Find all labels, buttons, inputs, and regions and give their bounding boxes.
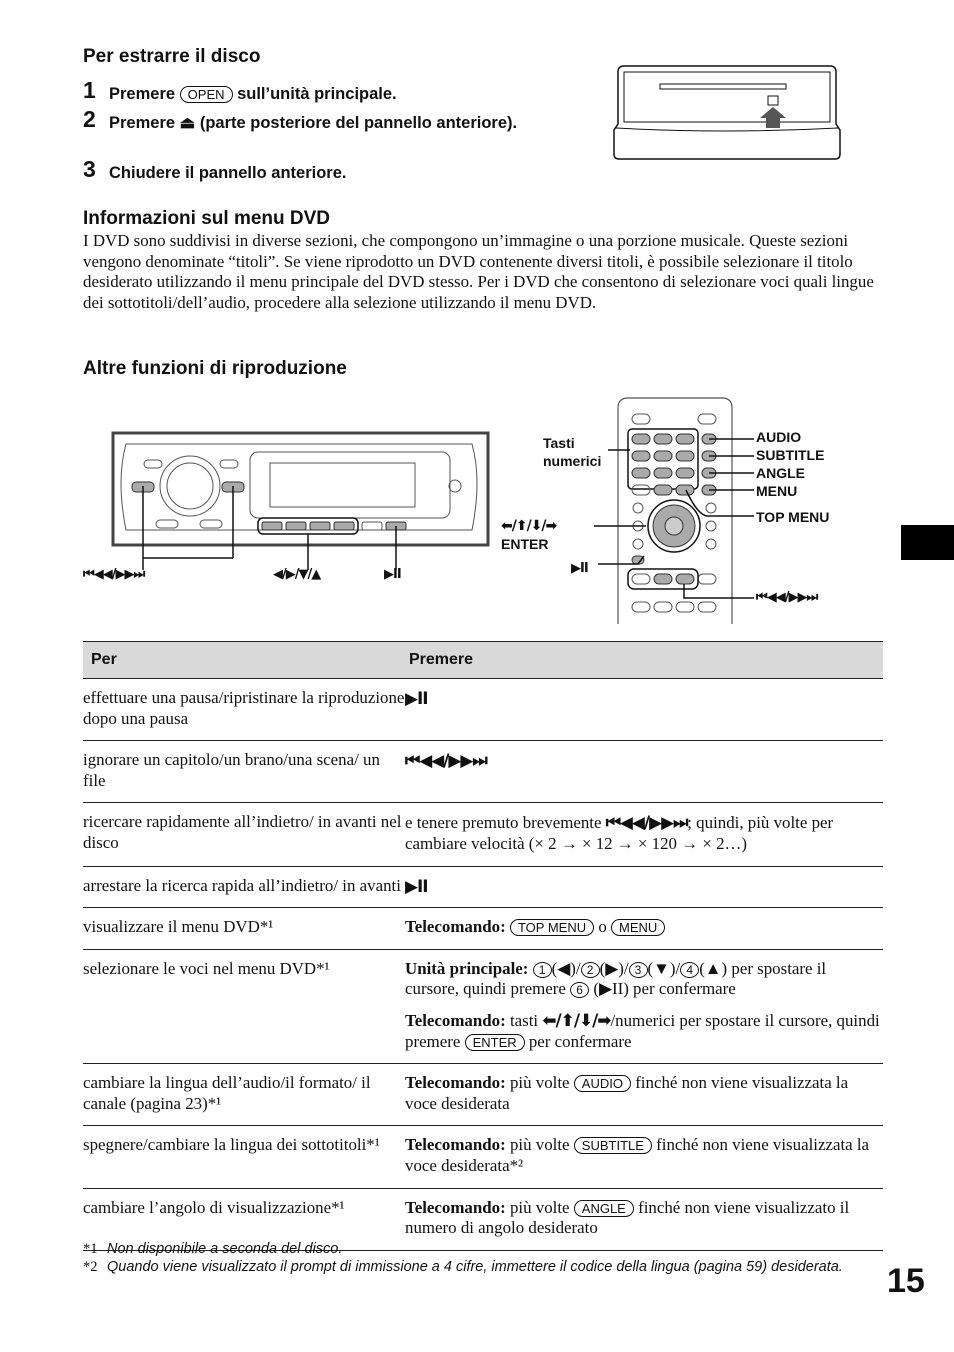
front-panel-eject-illustration: [610, 62, 845, 164]
cell-text: finché non viene visualizzata la voce desiderata*²: [405, 1135, 870, 1175]
enter-button-glyph: ENTER: [465, 1034, 525, 1051]
cell-per: cambiare l’angolo di visualizzazione*¹: [83, 1188, 405, 1250]
cell-text: (◀)/: [551, 958, 581, 978]
arrows-pointer: [594, 520, 648, 532]
unit-arrows-label: ◀/▶/▼/▲: [273, 567, 321, 582]
footnote-mark: *1: [83, 1241, 98, 1257]
dvd-menu-paragraph: I DVD sono suddivisi in diverse sezioni, che compongono un’immagine o una porzione musicale. Queste sezioni vengono denominate “titoli”. Se viene riprodotto un DVD contenente diversi titoli, è possibile selezionare il titolo desiderato utilizzando il menu principale del DVD stesso. Per i DVD che consentono di selezionare voci quali lingue dei sottotitoli/dell’audio, procedere alla selezione utilizzando il menu DVD.: [83, 231, 874, 312]
cell-text: finché non viene visualizzato il numero di angolo desiderato: [405, 1197, 850, 1238]
button-1-glyph: 1: [533, 962, 552, 978]
table-row: [83, 803, 883, 866]
prev-next-symbol: ⏮◀◀/▶▶⏭: [605, 812, 688, 833]
cell-text: (▶)/: [599, 958, 629, 978]
table-row: [83, 679, 883, 741]
cell-premere: [405, 1126, 883, 1188]
footnote-text: Quando viene visualizzato il prompt di immissione a 4 cifre, immettere il codice della lingua (pagina 59) desiderata.: [107, 1259, 843, 1275]
remote-arrows-text: ⬅/⬆/⬇/➡: [501, 518, 557, 534]
step-number: 2: [83, 106, 96, 132]
cell-per: visualizzare il menu DVD*¹: [83, 908, 405, 950]
unit-prev-next-label: ⏮◀◀/▶▶⏭: [83, 567, 145, 582]
cell-text: più volte: [509, 1135, 570, 1155]
section-tab-marker: [901, 525, 954, 560]
cell-text: (▲) per spostare il cursore, quindi premere: [405, 958, 827, 999]
menu-label: MENU: [756, 483, 798, 499]
eject-heading: Per estrarre il disco: [83, 46, 261, 67]
remote-instructions: [405, 1010, 883, 1052]
cell-premere: [405, 803, 883, 866]
menu-button-glyph: MENU: [611, 919, 665, 936]
cell-premere: ▶II: [405, 866, 883, 908]
table-row: [83, 866, 883, 908]
step-text: sull’unità principale.: [237, 85, 397, 103]
remote-play-pause-label: ▶II: [571, 561, 588, 576]
numeric-keys-pointer: [608, 440, 632, 460]
audio-label: AUDIO: [756, 429, 802, 445]
remote-arrows-label: [501, 517, 556, 553]
unit-play-pause-label: ▶II: [384, 567, 401, 582]
remote-label: Telecomando:: [405, 1135, 506, 1155]
other-functions-heading: Altre funzioni di riproduzione: [83, 358, 347, 379]
step-text: Chiudere il pannello anteriore.: [109, 164, 347, 182]
column-header-premere: Premere: [405, 642, 883, 679]
audio-button-glyph: AUDIO: [574, 1075, 631, 1092]
button-4-glyph: 4: [680, 962, 699, 978]
cell-text: o: [598, 917, 607, 937]
top-menu-button-glyph: TOP MENU: [510, 919, 594, 936]
cell-text: (▼)/: [647, 958, 681, 978]
footnote-mark: *2: [83, 1259, 98, 1275]
table-row: [83, 1064, 883, 1126]
cell-text: tasti: [509, 1010, 539, 1030]
footnote-text: Non disponibile a seconda del disco.: [107, 1241, 343, 1257]
numeric-keys-label: [543, 434, 601, 470]
numeric-keys-label-line: numerici: [543, 453, 602, 469]
button-2-glyph: 2: [581, 962, 600, 978]
cell-per: arrestare la ricerca rapida all’indietro/ in avanti: [83, 866, 405, 908]
cell-text: finché non viene visualizzata la voce desiderata: [405, 1073, 849, 1113]
table-row: [83, 908, 883, 950]
table-row: [83, 1126, 883, 1188]
cell-text: (▶II) per confermare: [593, 979, 736, 999]
angle-label: ANGLE: [756, 465, 805, 481]
main-unit-instructions: [405, 959, 883, 1000]
dvd-menu-heading: Informazioni sul menu DVD: [83, 208, 331, 229]
cell-premere: [405, 949, 883, 1063]
remote-label: Telecomando:: [405, 1010, 506, 1030]
cell-per: ignorare un capitolo/un brano/una scena/ un file: [83, 741, 405, 803]
subtitle-button-glyph: SUBTITLE: [574, 1137, 652, 1154]
button-3-glyph: 3: [629, 962, 648, 978]
numeric-keys-label-line: Tasti: [543, 435, 575, 451]
cell-premere: ▶II: [405, 679, 883, 741]
remote-prev-next-label: ⏮◀◀/▶▶⏭: [756, 590, 818, 605]
remote-label: Telecomando:: [405, 1197, 506, 1217]
cell-per: spegnere/cambiare la lingua dei sottotitoli*¹: [83, 1126, 405, 1188]
cell-premere: ⏮◀◀/▶▶⏭: [405, 741, 883, 803]
step-number: 3: [83, 156, 96, 182]
cell-per: ricercare rapidamente all’indietro/ in avanti nel disco: [83, 803, 405, 866]
remote-enter-text: ENTER: [501, 536, 549, 552]
main-unit-label: Unità principale:: [405, 958, 529, 978]
cell-premere: [405, 908, 883, 950]
column-header-per: Per: [83, 642, 405, 679]
step-text: Premere: [109, 114, 176, 132]
cell-text: per confermare: [528, 1031, 632, 1051]
cell-text: più volte: [509, 1073, 570, 1093]
angle-button-glyph: ANGLE: [574, 1200, 634, 1217]
open-button-glyph: OPEN: [180, 86, 233, 103]
page-number: 15: [887, 1262, 925, 1300]
table-header-row: [83, 642, 883, 679]
subtitle-label: SUBTITLE: [756, 447, 825, 463]
remote-commander-diagram: [598, 396, 758, 624]
cell-per: cambiare la lingua dell’audio/il formato/ il canale (pagina 23)*¹: [83, 1064, 405, 1126]
arrow-keys-symbol: ⬅/⬆/⬇/➡: [542, 1009, 611, 1030]
cell-text: e tenere premuto brevemente: [405, 813, 602, 833]
functions-table: [83, 641, 883, 1251]
remote-label: Telecomando:: [405, 1073, 506, 1093]
cell-per: selezionare le voci nel menu DVD*¹: [83, 949, 405, 1063]
remote-label: Telecomando:: [405, 917, 506, 937]
main-unit-diagram: [110, 430, 492, 570]
top-menu-label: TOP MENU: [756, 509, 830, 525]
step-number: 1: [83, 77, 96, 103]
eject-icon: ⏏: [179, 114, 196, 132]
cell-per: effettuare una pausa/ripristinare la riproduzione dopo una pausa: [83, 679, 405, 741]
button-6-glyph: 6: [570, 982, 589, 998]
cell-text: ; quindi, più volte per cambiare velocità (× 2 → × 12 → × 120 → × 2…): [405, 813, 834, 853]
table-row: [83, 741, 883, 803]
cell-premere: [405, 1064, 883, 1126]
cell-text: /numerici per spostare il cursore, quindi premere: [405, 1010, 880, 1051]
table-row: [83, 949, 883, 1063]
cell-text: più volte: [509, 1197, 570, 1217]
step-text: (parte posteriore del pannello anteriore).: [199, 114, 518, 132]
step-text: Premere: [109, 85, 176, 103]
